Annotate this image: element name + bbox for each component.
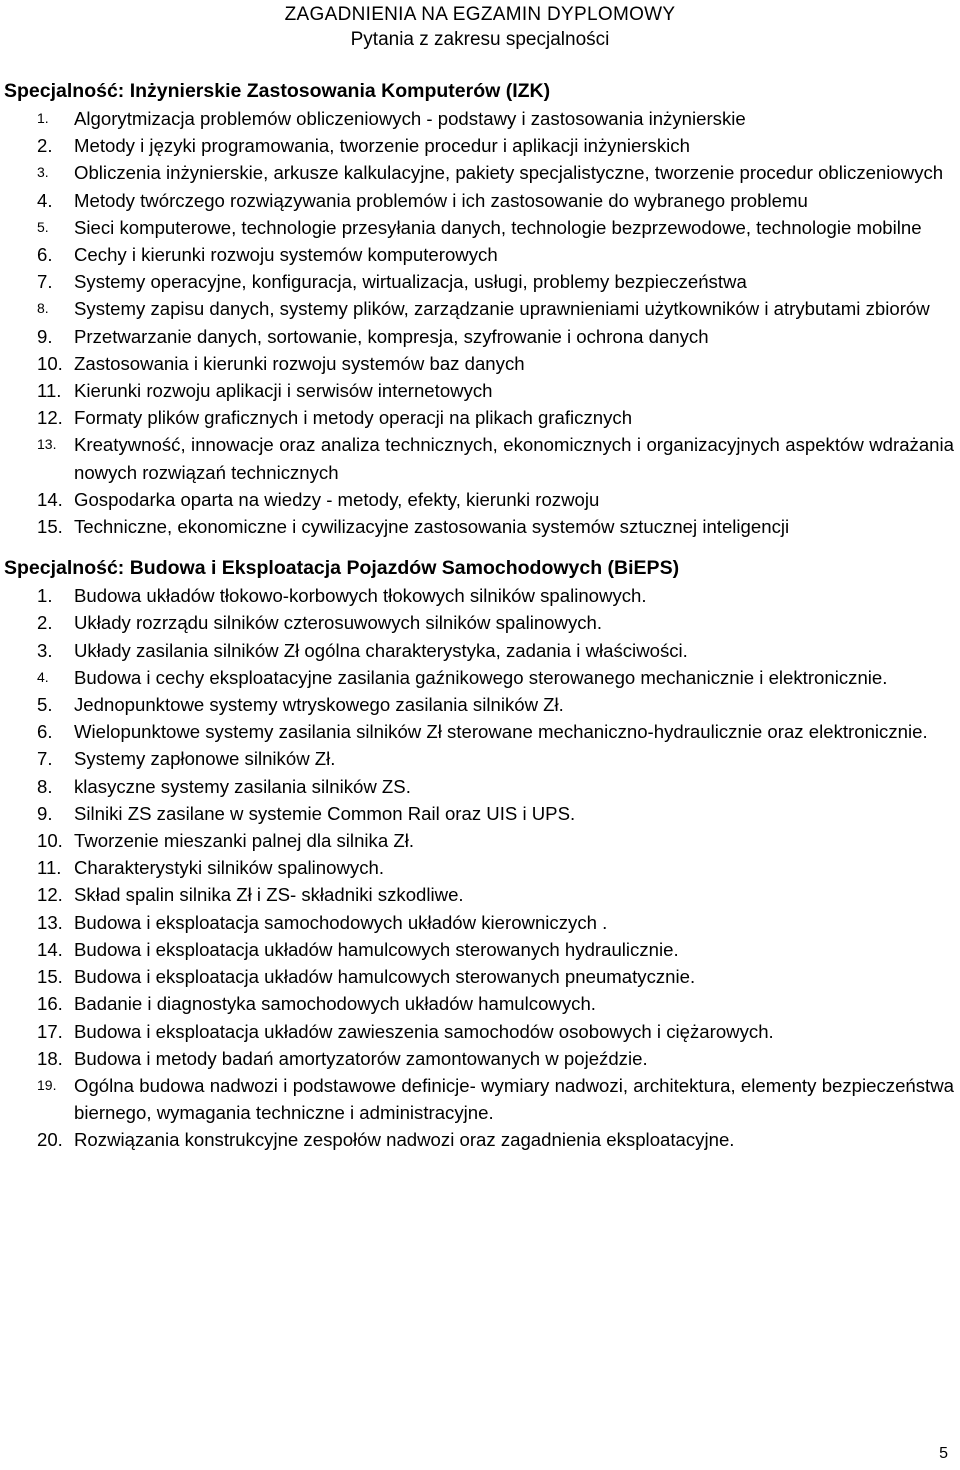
question-item: [0, 909, 960, 936]
question-number: 5.: [37, 694, 53, 716]
question-number: 10.: [37, 352, 63, 374]
question-item: [0, 936, 960, 963]
question-item: [0, 377, 960, 404]
question-item: [0, 1126, 960, 1153]
question-number: 9.: [37, 802, 53, 824]
question-number: 12.: [37, 407, 63, 429]
question-item: [0, 350, 960, 377]
question-number: 10.: [37, 830, 63, 852]
question-item: [0, 691, 960, 718]
page-number: 5: [939, 1445, 948, 1462]
question-text: Układy rozrządu silników czterosuwowych silników spalinowych.: [74, 612, 603, 634]
question-item: [0, 637, 960, 664]
question-item: [0, 718, 960, 745]
question-text: Formaty plików graficznych i metody operacji na plikach graficznych: [74, 407, 633, 429]
question-text: Algorytmizacja problemów obliczeniowych - podstawy i zastosowania inżynierskie: [74, 108, 746, 129]
question-number: 9.: [37, 325, 53, 347]
question-item: [0, 963, 960, 990]
question-number: 16.: [37, 993, 63, 1015]
question-number: 17.: [37, 1020, 63, 1042]
question-item: [0, 827, 960, 854]
question-item: [0, 854, 960, 881]
question-text: Budowa i eksploatacja układów hamulcowych sterowanych pneumatycznie.: [74, 966, 696, 988]
question-item: [0, 404, 960, 431]
question-number: 6.: [37, 244, 53, 266]
question-text: Budowa układów tłokowo-korbowych tłokowych silników spalinowych.: [74, 585, 647, 607]
question-item: [0, 105, 960, 132]
question-number: 4.: [37, 189, 53, 211]
section-title-izk: Specjalność: Inżynierskie Zastosowania Komputerów (IZK): [4, 80, 551, 102]
question-number: 2.: [37, 612, 53, 634]
section-title-bieps: Specjalność: Budowa i Eksploatacja Pojazdów Samochodowych (BiEPS): [4, 557, 680, 580]
question-text: Ogólna budowa nadwozi i podstawowe definicje- wymiary nadwozi, architektura, elementy bezpieczeństwa biernego, wymagania techniczne i administracyjne.: [74, 1074, 954, 1124]
question-text: Rozwiązania konstrukcyjne zespołów nadwozi oraz zagadnienia eksploatacyjne.: [74, 1129, 735, 1151]
question-number: 15.: [37, 966, 63, 988]
question-item: [0, 187, 960, 214]
question-item: [0, 773, 960, 800]
question-text: Przetwarzanie danych, sortowanie, kompresja, szyfrowanie i ochrona danych: [74, 325, 709, 347]
question-item: [0, 800, 960, 827]
question-text: Układy zasilania silników Zł ogólna charakterystyka, zadania i właściwości.: [74, 639, 688, 661]
question-number: 2.: [37, 135, 53, 157]
question-number: 19.: [37, 1076, 57, 1093]
question-item: [0, 664, 960, 691]
question-item: [0, 159, 960, 186]
question-text: Metody twórczego rozwiązywania problemów i ich zastosowanie do wybranego problemu: [74, 189, 808, 211]
question-text: Sieci komputerowe, technologie przesyłania danych, technologie bezprzewodowe, technologie mobilne: [74, 216, 922, 238]
question-text: Kierunki rozwoju aplikacji i serwisów internetowych: [74, 380, 493, 402]
question-text: Tworzenie mieszanki palnej dla silnika Zł.: [74, 830, 414, 852]
question-text: Obliczenia inżynierskie, arkusze kalkulacyjne, pakiety specjalistyczne, tworzenie procedur obliczeniowych: [74, 162, 944, 184]
question-list-izk: [0, 105, 960, 540]
question-item: [0, 1072, 960, 1126]
page-header: [0, 2, 960, 53]
question-number: 14.: [37, 488, 63, 510]
question-text: Techniczne, ekonomiczne i cywilizacyjne zastosowania systemów sztucznej inteligencji: [74, 516, 790, 538]
question-number: 11.: [37, 380, 62, 402]
question-text: Gospodarka oparta na wiedzy - metody, efekty, kierunki rozwoju: [74, 488, 600, 510]
header-title: ZAGADNIENIA NA EGZAMIN DYPLOMOWY: [284, 4, 676, 25]
question-number: 14.: [37, 938, 63, 960]
question-text: Systemy operacyjne, konfiguracja, wirtualizacja, usługi, problemy bezpieczeństwa: [74, 271, 747, 293]
question-text: Cechy i kierunki rozwoju systemów komputerowych: [74, 244, 498, 266]
header-subtitle: Pytania z zakresu specjalności: [350, 29, 610, 50]
question-number: 3.: [37, 639, 53, 661]
question-item: [0, 431, 960, 485]
question-number: 11.: [37, 857, 62, 879]
question-item: [0, 1018, 960, 1045]
question-text: Zastosowania i kierunki rozwoju systemów baz danych: [74, 352, 525, 374]
question-item: [0, 513, 960, 540]
question-number: 8.: [37, 300, 49, 317]
question-text: Jednopunktowe systemy wtryskowego zasilania silników Zł.: [74, 694, 564, 716]
question-number: 13.: [37, 911, 63, 933]
question-item: [0, 1045, 960, 1072]
question-number: 18.: [37, 1047, 63, 1069]
question-number: 13.: [37, 436, 57, 453]
question-item: [0, 582, 960, 609]
question-number: 7.: [37, 748, 53, 770]
question-number: 3.: [37, 164, 49, 181]
question-text: Charakterystyki silników spalinowych.: [74, 857, 385, 879]
question-text: Kreatywność, innowacje oraz analiza technicznych, ekonomicznych i organizacyjnych aspektów wdrażania nowych rozwiązań technicznych: [74, 434, 954, 483]
question-text: Badanie i diagnostyka samochodowych układów hamulcowych.: [74, 993, 596, 1015]
question-item: [0, 990, 960, 1017]
question-text: Systemy zapisu danych, systemy plików, zarządzanie uprawnieniami użytkowników i atrybutami zbiorów: [74, 298, 930, 320]
question-item: [0, 214, 960, 241]
question-item: [0, 295, 960, 322]
question-item: [0, 323, 960, 350]
question-text: Budowa i eksploatacja układów zawieszenia samochodów osobowych i ciężarowych.: [74, 1020, 774, 1042]
question-item: [0, 241, 960, 268]
question-text: Budowa i metody badań amortyzatorów zamontowanych w pojeździe.: [74, 1047, 648, 1069]
question-number: 4.: [37, 668, 49, 685]
question-text: Budowa i eksploatacja samochodowych układów kierowniczych .: [74, 911, 608, 933]
question-text: klasyczne systemy zasilania silników ZS.: [74, 775, 411, 797]
question-text: Budowa i eksploatacja układów hamulcowych sterowanych hydraulicznie.: [74, 938, 679, 960]
question-number: 8.: [37, 775, 53, 797]
question-text: Wielopunktowe systemy zasilania silników Zł sterowane mechaniczno-hydraulicznie oraz elektronicznie.: [74, 721, 928, 743]
question-text: Metody i języki programowania, tworzenie procedur i aplikacji inżynierskich: [74, 135, 690, 157]
question-list-bieps: [0, 582, 960, 1153]
question-number: 6.: [37, 721, 53, 743]
question-number: 1.: [37, 110, 49, 126]
question-number: 7.: [37, 271, 53, 293]
question-number: 15.: [37, 516, 63, 538]
question-item: [0, 132, 960, 159]
question-number: 12.: [37, 884, 63, 906]
question-item: [0, 745, 960, 772]
question-number: 5.: [37, 218, 49, 235]
question-number: 20.: [37, 1129, 63, 1151]
question-item: [0, 486, 960, 513]
question-text: Silniki ZS zasilane w systemie Common Rail oraz UIS i UPS.: [74, 802, 576, 824]
question-item: [0, 609, 960, 636]
question-text: Skład spalin silnika Zł i ZS- składniki szkodliwe.: [74, 884, 464, 906]
question-text: Budowa i cechy eksploatacyjne zasilania gaźnikowego sterowanego mechanicznie i elektronicznie.: [74, 666, 888, 688]
question-text: Systemy zapłonowe silników Zł.: [74, 748, 336, 770]
question-item: [0, 881, 960, 908]
question-number: 1.: [37, 585, 53, 607]
question-item: [0, 268, 960, 295]
